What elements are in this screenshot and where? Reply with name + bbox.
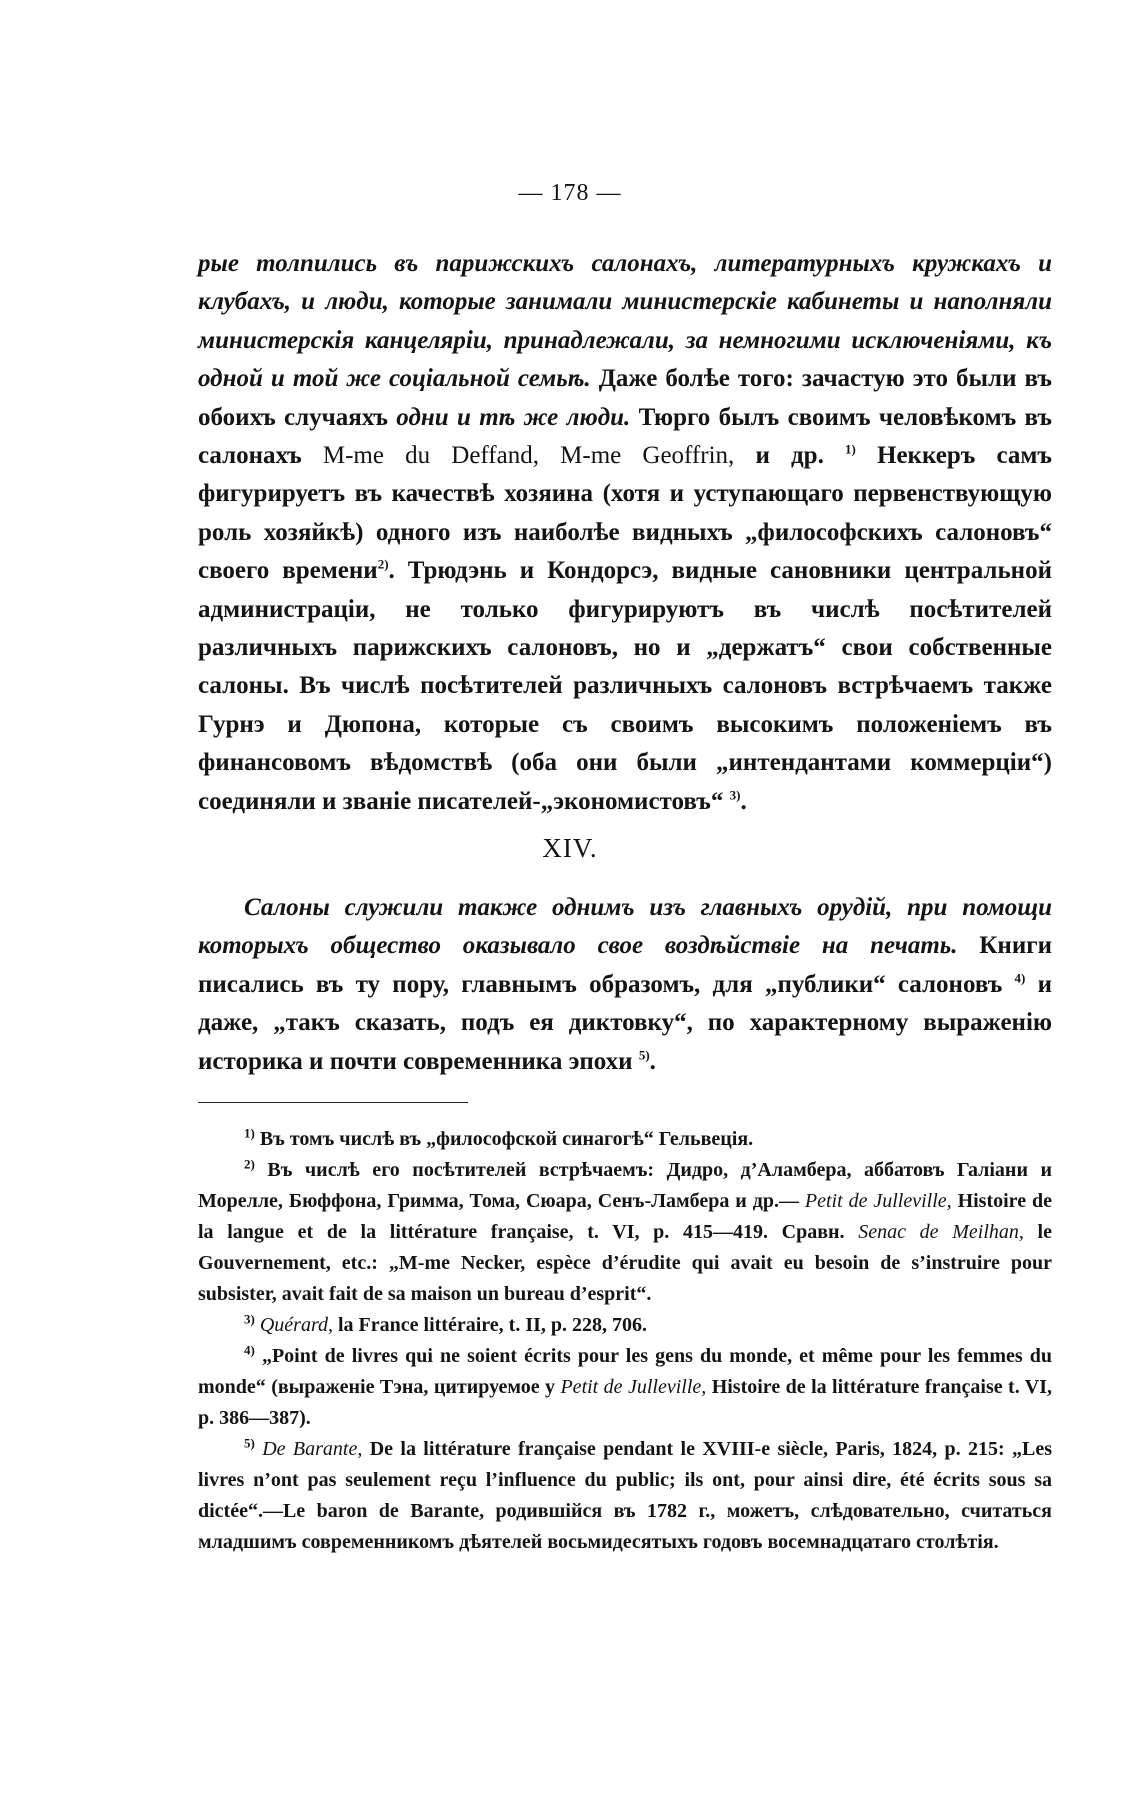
footnote-text: De la littérature française pendant le XVIII-e siècle, Paris, 1824, p. 215: „Les livres n’ont pas seulement reçu l’influence du public; ils ont, pour ainsi dire, été écrits sous sa dictée“.—Le baron de Barante, родившійся въ 1782 г., можетъ, слѣдовательно, считаться младшимъ современникомъ дѣятелей восьмидесятыхъ годовъ восемнадцатаго столѣтія. [198, 1438, 1053, 1553]
section-heading: XIV. [542, 833, 598, 863]
text-run: и др. [734, 442, 845, 470]
footnote-text: Histoire de la langue et de la littérature française, t. VI, p. 415—419. Сравн. [198, 1190, 1052, 1243]
footnote-marker: 2) [244, 1156, 255, 1172]
footnote-text: la France littéraire, t. II, p. 228, 706. [333, 1314, 648, 1336]
footnote-marker: 4) [244, 1342, 255, 1358]
footnote-text: „Point de livres qui ne soient écrits pour les gens du monde, et même pour les femmes du monde“ (выраженіе Тэна, цитируемое у [198, 1345, 1053, 1398]
footnote-ref-1: 1) [845, 441, 856, 457]
italic-phrase: Салоны служили также однимъ изъ главныхъ орудій, при помощи которыхъ общество оказывало свое воздѣйствіе на печать. [198, 894, 1052, 960]
footnote-marker: 3) [244, 1311, 255, 1327]
footnote-italic: Petit de Julleville, [804, 1190, 952, 1212]
page-number: — 178 — [518, 180, 622, 206]
footnote-divider [198, 1102, 468, 1103]
text-run: и даже, „такъ сказать, подъ ея диктовку“, по характерному выраженію историка и почти современника эпохи [198, 970, 1052, 1075]
paragraph-section-14 [198, 889, 1052, 1081]
paragraph-continued [198, 245, 1052, 821]
footnote-marker: 1) [244, 1125, 255, 1141]
footnote-3 [198, 1310, 1052, 1341]
footnote-4 [198, 1341, 1052, 1434]
footnote-ref-3: 3) [729, 787, 741, 803]
latin-names: M-me du Deffand, M-me Geoffrin, [322, 442, 735, 470]
footnote-ref-5: 5) [638, 1047, 650, 1063]
footnote-italic: Petit de Julleville, [560, 1376, 707, 1398]
text-run: . [740, 787, 747, 815]
text-run: Книги писались въ ту пору, главнымъ образомъ, для „публики“ салоновъ [198, 932, 1052, 998]
text-run: Неккеръ самъ фигурируетъ въ качествѣ хозяина (хотя и уступающаго первенствующую роль хозяйкѣ) одного изъ наиболѣе видныхъ „философскихъ салоновъ“ своего времени [198, 442, 1052, 585]
italic-phrase: рые толпились въ парижскихъ салонахъ, литературныхъ кружкахъ и клубахъ, и люди, которые занимали министерскіе кабинеты и наполняли министерскія канцеляріи, принадлежали, за немногими исключеніями, къ одной и той же соціальной семьѣ. [198, 250, 1052, 393]
text-run: Тюрго былъ своимъ человѣкомъ въ салонахъ [198, 403, 1052, 470]
footnote-marker: 5) [244, 1435, 255, 1451]
footnote-2 [198, 1155, 1052, 1310]
footnote-text: Въ томъ числѣ въ „философской синагогѣ“ Гельвеція. [259, 1128, 754, 1150]
text-run: . Трюдэнь и Кондорсэ, видные сановники центральной администраціи, не только фигурируютъ въ числѣ посѣтителей различныхъ парижскихъ салоновъ, но и „держатъ“ свои собственные салоны. Въ числѣ посѣтителей различныхъ салоновъ встрѣчаемъ также Гурнэ и Дюпона, которые съ своимъ высокимъ положеніемъ въ финансовомъ вѣдомствѣ (оба они были „интендантами коммерціи“) соединяли и званіе писателей-„экономистовъ“ [198, 557, 1052, 815]
text-run: Даже болѣе того: зачастую это были въ обоихъ случаяхъ [198, 365, 1052, 431]
footnote-text: le Gouvernement, etc.: „M-me Necker, espèce d’érudite qui avait eu besoin de s’instruire pour subsister, avait fait de sa maison un bureau d’esprit“. [198, 1221, 1052, 1305]
footnote-1 [198, 1124, 1052, 1155]
footnote-5 [198, 1434, 1052, 1558]
footnote-text: Histoire de la littérature française t. VI, p. 386—387). [198, 1376, 1052, 1429]
footnote-text: Въ числѣ его посѣтителей встрѣчаемъ: Дидро, д’Аламбера, аббатовъ Галіани и Морелле, Бюффона, Гримма, Тома, Сюара, Сенъ-Ламбера и др.— [198, 1159, 1053, 1212]
text-run: . [649, 1047, 656, 1075]
footnote-ref-2: 2) [377, 556, 389, 572]
footnote-ref-4: 4) [1014, 970, 1026, 986]
footnote-italic: Senac de Meilhan, [858, 1221, 1024, 1243]
footnote-italic: De Barante, [262, 1438, 363, 1460]
italic-phrase: одни и тѣ же люди. [396, 403, 631, 431]
footnotes [198, 1124, 1052, 1558]
footnote-italic: Quérard, [259, 1314, 333, 1336]
